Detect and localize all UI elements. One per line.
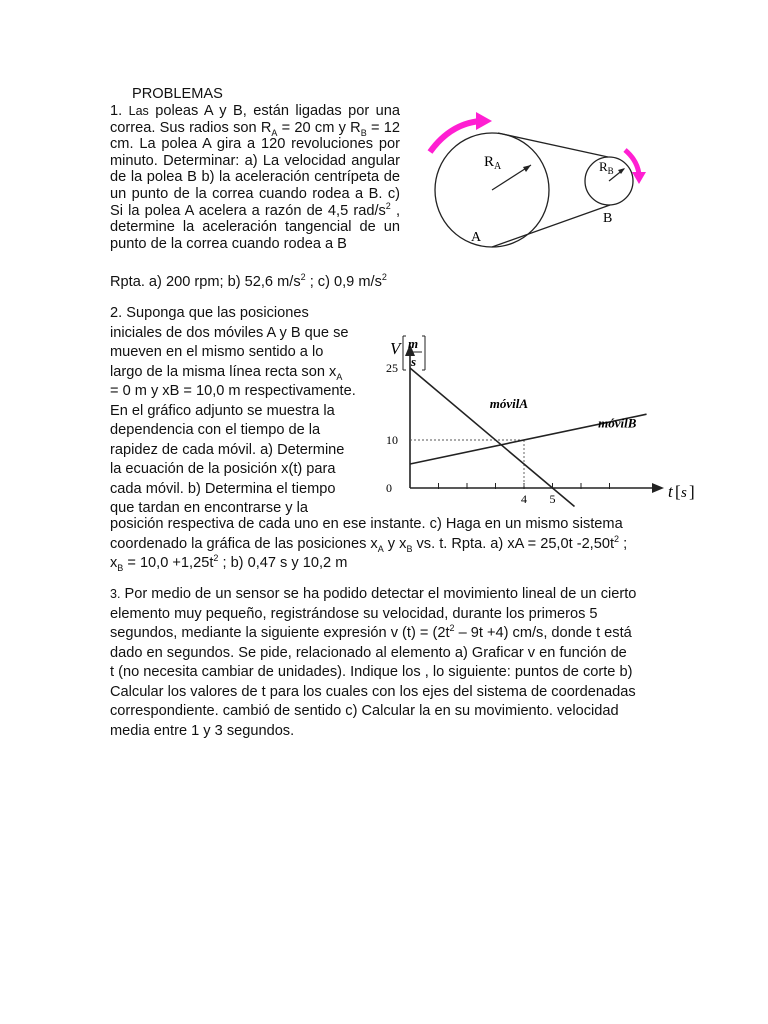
p3-line-1: 3. Por medio de un sensor se ha podido detectar el movimiento lineal de un cierto xyxy=(110,586,637,602)
series-label-movil-b: móvilB xyxy=(598,415,637,431)
p3-line-3: segundos, mediante la siguiente expresión v $(t) = (2t^2 - 9t +4)$ cm/s, donde t está xyxy=(110,623,632,641)
p2-line-4: largo de la misma línea recta son $x_A$ xyxy=(110,363,343,382)
x-unit-bracket-close: ] xyxy=(689,482,695,501)
label-rb: $R_B$ xyxy=(599,159,614,176)
x-axis-label: t xyxy=(668,482,673,501)
series-label-movil-a: móvilA xyxy=(489,395,529,411)
x-axis-arrow-icon xyxy=(652,483,664,493)
p2-line-1: 2. Suponga que las posiciones xyxy=(110,305,309,321)
y-unit-denominator: s xyxy=(411,354,417,369)
label-a: A xyxy=(471,230,482,245)
p2-line-9: la ecuación de la posición x(t) para xyxy=(110,461,336,477)
p2-full-line-1: posición respectiva de cada uno en ese instante. c) Haga en un mismo sistema xyxy=(110,516,623,532)
heading: PROBLEMAS xyxy=(132,86,223,102)
problem-1-number: 1. xyxy=(110,103,123,119)
p3-line-8: media entre 1 y 3 segundos. xyxy=(110,722,295,739)
series-line-movil-a xyxy=(410,368,575,507)
x-tick-label: 5 xyxy=(549,492,556,506)
x-unit-bracket-open: [ xyxy=(675,482,681,501)
p2-full-line-2: coordenado la gráfica de las posiciones $x_A$ y $x_B$ vs. t. Rpta. a) xA = 25,0t $-2,50t^2$ ; xyxy=(110,533,628,554)
p3-line-6: Calcular los valores de t para los cuales con los ejes del sistema de coordenadas xyxy=(110,683,636,700)
y-tick-label: 10 xyxy=(386,433,398,447)
problem-3-text xyxy=(110,585,670,741)
y-tick-label: 25 xyxy=(386,361,398,375)
p3-line-4: dado en segundos. Se pide, relacionado al elemento a) Graficar v en función de xyxy=(110,644,627,661)
p2-line-7: dependencia con el tiempo de la xyxy=(110,422,321,438)
problem-2-continuation xyxy=(110,515,670,574)
p2-line-3: mueven en el mismo sentido a lo xyxy=(110,344,324,360)
p2-line-11: que tardan en encontrarse y la xyxy=(110,500,308,516)
problem-2-text xyxy=(110,304,364,519)
y-tick-label: 0 xyxy=(386,481,392,495)
p3-line-7: correspondiente. cambió de sentido c) Calcular la en su movimiento. velocidad xyxy=(110,703,619,719)
x-tick-label: 4 xyxy=(521,492,527,506)
p2-line-5: = 0 m y xB = 10,0 m respectivamente. xyxy=(110,383,356,399)
x-axis-unit: s xyxy=(681,485,687,501)
problem-1-text: 1. Las poleas A y B, están ligadas por una correa. Sus radios son $R_A = 20$ cm y $R_B = 12$ cm. La polea A gira a 120 revoluciones por minuto. Determinar: a) La velocidad angular de la polea B b) la aceleración centrípeta de un punto de la correa cuando rodea a B. c) Si la polea A acelera a razón de 4,5 rad/$s^2$ , determine la aceleración tangencial de un punto de la correa cuando rodea a B xyxy=(110,103,400,252)
label-ra: $R_A$ xyxy=(484,154,502,172)
p2-line-10: cada móvil. b) Determina el tiempo xyxy=(110,480,336,497)
p2-full-line-3: $x_B = 10,0 +1,25t^2$ ; b) 0,47 s y 10,2 m xyxy=(110,553,348,573)
p2-line-8: rapidez de cada móvil. a) Determine xyxy=(110,441,345,458)
pulley-figure xyxy=(422,110,662,262)
p2-line-2: iniciales de dos móviles A y B que se xyxy=(110,324,349,341)
p2-line-6: En el gráfico adjunto se muestra la xyxy=(110,402,335,419)
label-b: B xyxy=(603,211,613,226)
y-axis-label: V xyxy=(390,339,401,358)
velocity-chart xyxy=(368,308,708,516)
p3-line-5: t (no necesita cambiar de unidades). Indique los , lo siguiente: puntos de corte b) xyxy=(110,664,633,680)
p3-line-2: elemento muy pequeño, registrándose su velocidad, durante los primeros 5 xyxy=(110,605,598,622)
problem-1-answer: Rpta. a) 200 rpm; b) 52,6 $m/s^2$ ; c) 0,9 $m/s^2$ xyxy=(110,272,387,290)
y-unit-numerator: m xyxy=(408,336,419,351)
